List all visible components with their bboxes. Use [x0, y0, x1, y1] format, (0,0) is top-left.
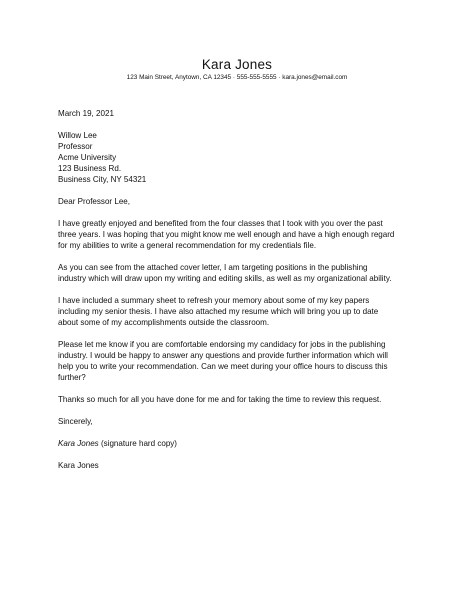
- recipient-city-state-zip: Business City, NY 54321: [58, 175, 147, 184]
- paragraph-line: including my senior thesis. I have also attached my resume which will bring you up to date: [58, 307, 379, 316]
- paragraph-line: further?: [58, 373, 86, 382]
- paragraph-3: [58, 295, 428, 328]
- salutation: Dear Professor Lee,: [58, 197, 131, 206]
- paragraph-line: As you can see from the attached cover letter, I am targeting positions in the publishing: [58, 263, 368, 272]
- closing: Sincerely,: [58, 417, 93, 426]
- recipient-name: Willow Lee: [58, 131, 97, 140]
- paragraph-5: [58, 394, 428, 405]
- paragraph-line: help you to write your recommendation. Can we meet during your office hours to discuss this: [58, 362, 388, 371]
- recipient-institution: Acme University: [58, 153, 117, 162]
- signature-note: (signature hard copy): [98, 439, 177, 448]
- paragraph-4: [58, 339, 428, 383]
- paragraph-line: about some of my accomplishments outside the classroom.: [58, 318, 270, 327]
- sender-contact-line: 123 Main Street, Anytown, CA 12345 · 555-555-5555 · kara.jones@email.com: [126, 74, 348, 81]
- sender-name: Kara Jones: [201, 57, 273, 72]
- recipient-block: [58, 130, 428, 185]
- paragraph-1: [58, 218, 428, 251]
- paragraph-line: three years. I was hoping that you might know me well enough and have a high enough regard: [58, 230, 395, 239]
- letter-body: [58, 108, 428, 471]
- paragraph-line: industry. I would be happy to answer any questions and provide further information which will: [58, 351, 388, 360]
- signature-line: [58, 438, 428, 449]
- paragraph-line: industry which will draw upon my writing and editing skills, as well as my organizational ability.: [58, 274, 392, 283]
- paragraph-line: for my abilities to write a general recommendation for my credentials file.: [58, 241, 317, 250]
- recipient-street: 123 Business Rd.: [58, 164, 122, 173]
- paragraph-line: I have greatly enjoyed and benefited from the four classes that I took with you over the past: [58, 219, 383, 228]
- paragraph-line: Thanks so much for all you have done for me and for taking the time to review this request.: [58, 395, 382, 404]
- recipient-title: Professor: [58, 142, 93, 151]
- paragraph-line: Please let me know if you are comfortable endorsing my candidacy for jobs in the publishing: [58, 340, 386, 349]
- letter-date: March 19, 2021: [58, 109, 114, 118]
- paragraph-2: [58, 262, 428, 284]
- signature-italic-name: Kara Jones: [58, 439, 99, 448]
- typed-name: Kara Jones: [58, 461, 99, 470]
- paragraph-line: I have included a summary sheet to refresh your memory about some of my key papers: [58, 296, 370, 305]
